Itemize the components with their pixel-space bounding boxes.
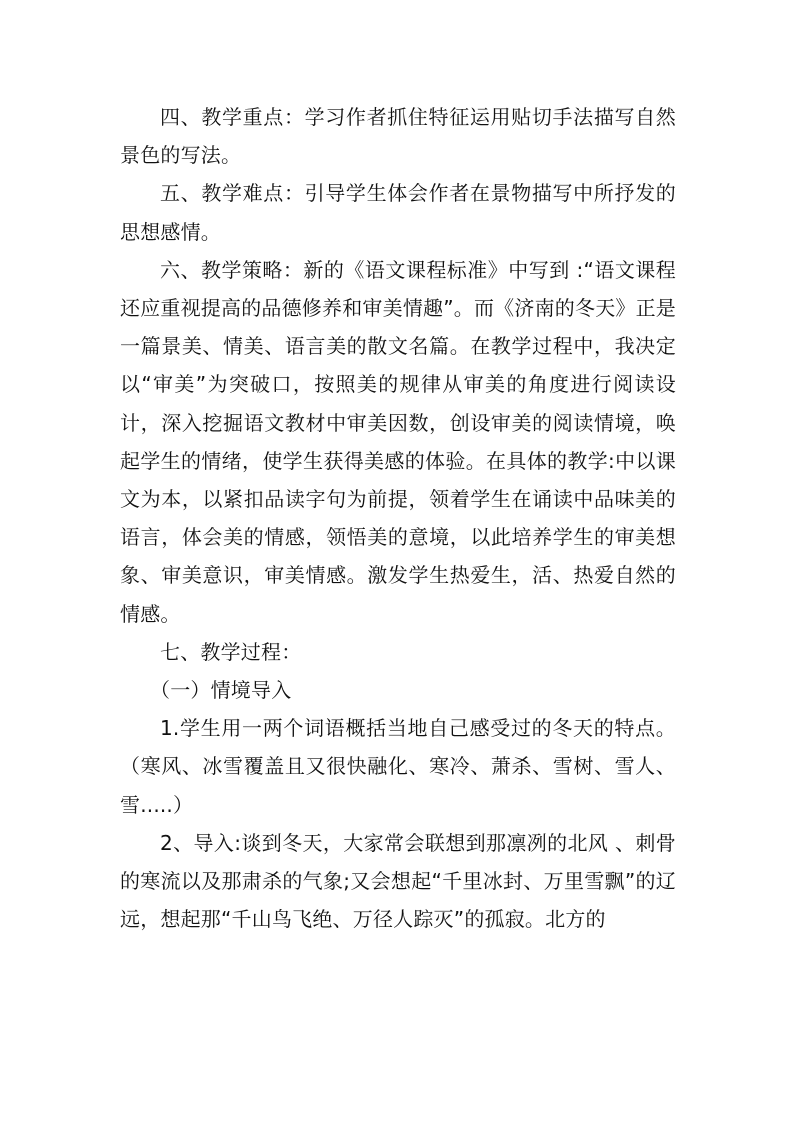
- paragraph-teaching-difficulty: 五、教学难点：引导学生体会作者在景物描写中所抒发的思想感情。: [120, 181, 676, 244]
- paragraph-step-1: 1.学生用一两个词语概括当地自己感受过的冬天的特点。 （寒风、冰雪覆盖且又很快融化、寒冷、萧杀、雪树、雪人、雪.....）: [120, 716, 676, 817]
- paragraph-step-2: 2、导入:谈到冬天，大家常会联想到那凛冽的北风 、刺骨的寒流以及那肃杀的气象;又会想起“千里冰封、万里雪飘”的辽远，想起那“千山鸟飞绝、万径人踪灭”的孤寂。北方的: [120, 830, 676, 932]
- document-body: [120, 98, 676, 938]
- paragraph-teaching-process-heading: 七、教学过程：: [160, 639, 302, 664]
- paragraph-situation-intro-heading: （一）情境导入: [150, 678, 292, 703]
- paragraph-teaching-focus: 四、教学重点：学习作者抓住特征运用贴切手法描写自然景色的写法。: [120, 105, 676, 168]
- paragraph-teaching-strategy: 六、教学策略：新的《语文课程标准》中写到 :“语文课程还应重视提高的品德修养和审美情趣”。而《济南的冬天》正是一篇景美、情美、语言美的散文名篇。在教学过程中，我决定以“审美”为突破口，按照美的规律从审美的角度进行阅读设计，深入挖掘语文教材中审美因数，创设审美的阅读情境，唤起学生的情绪，使学生获得美感的体验。在具体的教学:中以课文为本，以紧扣品读字句为前提，领着学生在诵读中品味美的语言，体会美的情感，领悟美的意境，以此培养学生的审美想象、审美意识，审美情感。激发学生热爱生，活、热爱自然的情感。: [120, 257, 676, 626]
